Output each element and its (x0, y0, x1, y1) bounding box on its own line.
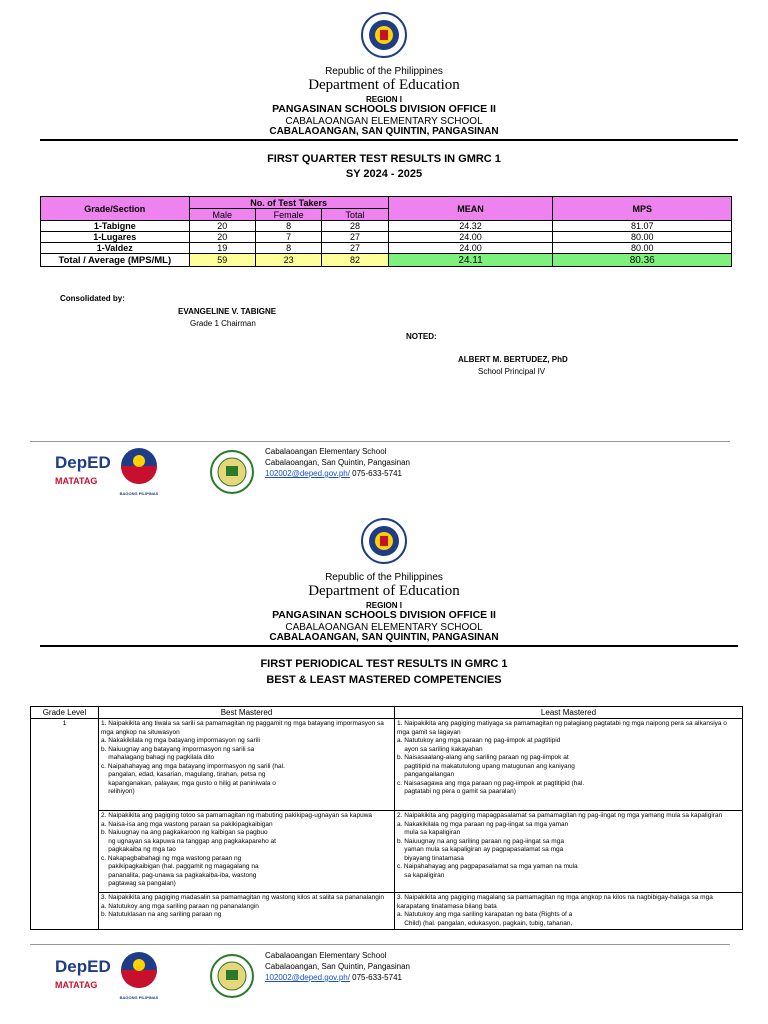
cell-section: 1-Lugares (41, 232, 190, 243)
school-seal-logo-2 (210, 954, 254, 998)
cell-grade-level: 1 (31, 719, 99, 930)
footer-email-link[interactable]: 102002@deped.gov.ph/ (265, 469, 350, 478)
footer2-divider (30, 944, 730, 945)
table-row (41, 232, 732, 243)
matatag-wordmark: MATATAG (55, 476, 98, 486)
cell-section: 1-Valdez (41, 243, 190, 254)
header2-region: REGION I (365, 601, 402, 610)
cell-male: 19 (189, 243, 255, 254)
footer-school-name: Cabalaoangan Elementary School (265, 447, 387, 456)
cell-total-mean: 24.11 (388, 254, 553, 267)
footer2-email-link[interactable]: 102002@deped.gov.ph/ (265, 973, 350, 982)
th-least-mastered: Least Mastered (395, 707, 743, 719)
cell-male: 20 (189, 232, 255, 243)
footer-address: Cabalaoangan, San Quintin, Pangasinan (265, 458, 410, 467)
th-grade-level: Grade Level (31, 707, 99, 719)
cell-mps: 81.07 (553, 221, 732, 232)
cell-total-female: 23 (255, 254, 321, 267)
th-total: Total (322, 209, 388, 221)
bagong-pilipinas-logo (117, 446, 161, 498)
principal-name: ALBERT M. BERTUDEZ, PhD (458, 355, 568, 364)
cell-total-label: Total / Average (MPS/ML) (41, 254, 190, 267)
th-grade-section: Grade/Section (41, 197, 190, 221)
deped-seal-logo (361, 12, 407, 58)
th-best-mastered: Best Mastered (99, 707, 395, 719)
footer2 (55, 950, 755, 1006)
cell-best: 2. Naipakikita ang pagiging totoo sa pamamagitan ng mabuting pakikipag-ugnayan sa kapuwa a. Naisa-isa ang mga wastong paraan sa pakikipagkaibigan b. Naiuugnay na ang pagkakaroon ng kaibigan sa pagbuo ng ugnayan sa kapuwa na tanggap ang pagkakapareho at pagkakaiba ng mga tao c. Nakapagbabahagi ng mga wastong paraan ng pakikipagkaibigan (hal. paggamit ng magagalang na pananalita, pag-unawa sa pagkakaiba-iba, wastong pagtawag sa pangalan) (99, 811, 395, 893)
cell-total: 27 (322, 243, 388, 254)
header-region: REGION I (365, 95, 402, 104)
table-row (41, 243, 732, 254)
cell-total: 28 (322, 221, 388, 232)
footer2-address: Cabalaoangan, San Quintin, Pangasinan (265, 962, 410, 971)
cell-mps: 80.00 (553, 243, 732, 254)
deped-seal-logo-2 (361, 518, 407, 564)
header2-department: Department of Education (308, 583, 460, 599)
cell-female: 8 (255, 221, 321, 232)
cell-female: 8 (255, 243, 321, 254)
consolidated-label: Consolidated by: (60, 294, 125, 303)
cell-least: 3. Naipakikita ang pagiging magalang sa pamamagitan ng mga angkop na kilos na nagbibigay-halaga sa mga karapatang tinatamasa bilang bata a. Natutukoy ang mga sariling karapatan ng bata (Rights of a Child) (hal. pangalan, edukasyon, pagkain, tubig, tahanan, (395, 893, 743, 930)
cell-least: 2. Naipakikita ang pagiging mapagpasalamat sa pamamagitan ng pag-iingat ng mga yamang mula sa kapaligiran a. Nakakikilala ng mga paraan ng pag-iingat sa mga yaman mula sa kapaligiran b. Naiuugnay na ang sariling paraan ng pag-iingat sa mga yaman mula sa kapaligiran ay pagpapasalamat sa mga biyayang tinatamasa c. Naipahahayag ang pagpapasalamat sa mga yaman na mula sa kapaligiran (395, 811, 743, 893)
deped-matatag-logo-2 (55, 957, 111, 998)
footer2-contact-line (265, 972, 410, 983)
footer-phone: 075-633-5741 (349, 469, 402, 478)
cell-total-male: 59 (189, 254, 255, 267)
school-seal-logo (210, 450, 254, 494)
principal-title: School Principal IV (478, 367, 546, 376)
header-department: Department of Education (308, 77, 460, 93)
page1-sy: SY 2024 - 2025 (345, 168, 423, 180)
header-divider (40, 139, 738, 141)
bagong-text: BAGONG PILIPINAS (119, 995, 159, 1000)
th-male: Male (189, 209, 255, 221)
deped-wordmark: DepED (55, 957, 111, 976)
cell-total: 27 (322, 232, 388, 243)
competency-row (31, 893, 743, 930)
cell-female: 7 (255, 232, 321, 243)
deped-matatag-logo (55, 453, 111, 494)
cell-mean: 24.00 (388, 232, 553, 243)
deped-wordmark: DepED (55, 453, 111, 472)
header2-division: PANGASINAN SCHOOLS DIVISION OFFICE II (272, 609, 496, 621)
cell-mean: 24.00 (388, 243, 553, 254)
header2-divider (40, 645, 738, 647)
cell-best: 3. Naipakikita ang pagiging madasalin sa pamamagitan ng wastong kilos at salita sa pananalangin a. Natutukoy ang mga sariling paraan ng pananalangin b. Natutuklasan na ang sariling paraan ng (99, 893, 395, 930)
table-total-row (41, 254, 732, 267)
header-address: CABALAOANGAN, SAN QUINTIN, PANGASINAN (269, 126, 499, 137)
cell-total-total: 82 (322, 254, 388, 267)
cell-total-mps: 80.36 (553, 254, 732, 267)
cell-mean: 24.32 (388, 221, 553, 232)
bagong-pilipinas-logo-2 (117, 950, 161, 1002)
header-division: PANGASINAN SCHOOLS DIVISION OFFICE II (272, 103, 496, 115)
competency-row (31, 811, 743, 893)
matatag-wordmark: MATATAG (55, 980, 98, 990)
footer (55, 446, 755, 502)
header2-republic: Republic of the Philippines (325, 572, 443, 583)
footer2-school-name: Cabalaoangan Elementary School (265, 951, 387, 960)
footer2-phone: 075-633-5741 (349, 973, 402, 982)
page2-subtitle: BEST & LEAST MASTERED COMPETENCIES (266, 674, 502, 686)
bagong-text: BAGONG PILIPINAS (119, 491, 159, 496)
page2-title: FIRST PERIODICAL TEST RESULTS IN GMRC 1 (260, 658, 508, 670)
header-republic: Republic of the Philippines (325, 66, 443, 77)
competencies-table (30, 706, 743, 930)
th-mps: MPS (553, 197, 732, 221)
header-school: CABALAOANGAN ELEMENTARY SCHOOL (285, 116, 483, 127)
consolidator-name: EVANGELINE V. TABIGNE (178, 307, 277, 316)
header2-address: CABALAOANGAN, SAN QUINTIN, PANGASINAN (269, 632, 499, 643)
noted-label: NOTED: (406, 332, 437, 341)
header2-school: CABALAOANGAN ELEMENTARY SCHOOL (285, 622, 483, 633)
page1-title: FIRST QUARTER TEST RESULTS IN GMRC 1 (267, 153, 501, 165)
table-row (41, 221, 732, 232)
cell-mps: 80.00 (553, 232, 732, 243)
test-results-table (40, 196, 732, 267)
cell-male: 20 (189, 221, 255, 232)
cell-least: 1. Naipakikita ang pagiging matiyaga sa pamamagitan ng palagiang pagtatabi ng mga naipong pera sa alkansiya o mga gamit sa lagayan a. Natutukoy ang mga paraan ng pag-iimpok at pagtitipid ayon sa sariling kakayahan b. Naisasaalang-alang ang sariling paraan ng pag-iimpok at pagtitipid na makatutulong upang matugunan ang kaniyang pangangailangan c. Naisasagawa ang mga paraan ng pag-iimpok at pagtitipid (hal. pagtatabi ng pera o gamit sa paaralan) (395, 719, 743, 811)
cell-best: 1. Naipakikita ang tiwala sa sarili sa pamamagitan ng paggamit ng mga batayang impormasyon sa mga angkop na situwasyon a. Nakakikilala ng mga batayang impormasyon ng sarili b. Naiuugnay ang batayang impormasyon ng sarili sa mahalagang bahagi ng pagkilala dito c. Naipahahayag ang mga batayang impormasyon ng sarili (hal. pangalan, edad, kasarian, magulang, tirahan, petsa ng kapanganakan, palayaw, mga gusto o hilig at paniniwala o relihiyon) (99, 719, 395, 811)
footer-contact (265, 446, 410, 479)
th-test-takers: No. of Test Takers (189, 197, 388, 209)
th-mean: MEAN (388, 197, 553, 221)
footer-contact-line (265, 468, 410, 479)
competency-row (31, 719, 743, 811)
footer-divider (30, 441, 730, 442)
consolidator-title: Grade 1 Chairman (190, 319, 256, 328)
footer2-contact (265, 950, 410, 983)
cell-section: 1-Tabigne (41, 221, 190, 232)
th-female: Female (255, 209, 321, 221)
